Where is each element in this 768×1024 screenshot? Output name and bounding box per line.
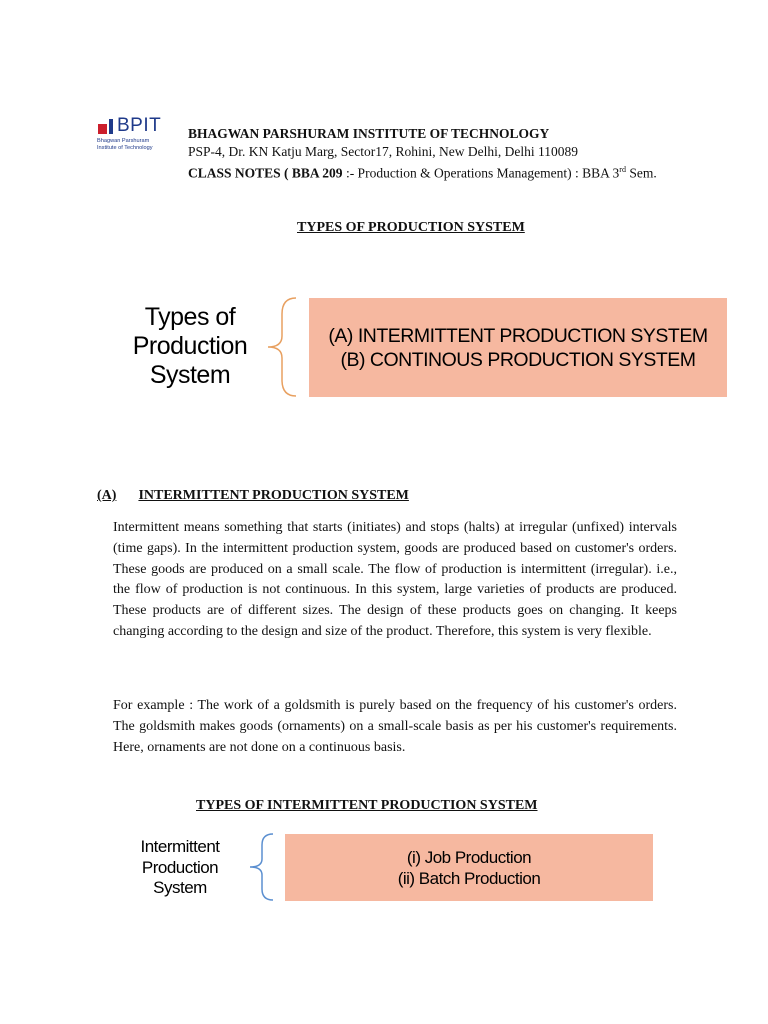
institute-address: PSP-4, Dr. KN Katju Marg, Sector17, Rohini, New Delhi, Delhi 110089 xyxy=(188,144,578,159)
diagram-2-item: (i) Job Production xyxy=(406,847,532,867)
diagram-1-item: (A) INTERMITTENT PRODUCTION SYSTEM xyxy=(328,324,708,347)
class-notes-line: CLASS NOTES ( BBA 209 :- Production & Operations Management) : BBA 3rd Sem. xyxy=(188,165,657,181)
logo-mark-icon xyxy=(98,119,115,134)
brace-icon xyxy=(246,832,276,902)
logo-subtitle: Bhagwan Parshuram Institute of Technology xyxy=(97,138,153,151)
institute-name: BHAGWAN PARSHURAM INSTITUTE OF TECHNOLOGY xyxy=(188,126,550,141)
diagram-1-box xyxy=(309,298,727,397)
page-title: TYPES OF PRODUCTION SYSTEM xyxy=(297,220,525,235)
section-sub-title: TYPES OF INTERMITTENT PRODUCTION SYSTEM xyxy=(196,798,538,813)
diagram-2-label: Intermittent Production System xyxy=(140,837,220,897)
diagram-2-item: (ii) Batch Production xyxy=(397,868,541,888)
paragraph-example: For example : The work of a goldsmith is purely based on the frequency of his customer's orders. The goldsmith makes goods (ornaments) on a small-scale basis as per his customer's requirements. Here, ornaments are not done on a continuous basis. xyxy=(113,698,677,755)
paragraph-definition: Intermittent means something that starts (initiates) and stops (halts) at irregular (unfixed) intervals (time gaps). In the intermittent production system, goods are produced based on customer's orders. These goods are produced on a small scale. The flow of production is intermittent (irregular). i.e., the flow of production is not continuous. In this system, large varieties of products are produced. These products are of different sizes. The design of these products goes on changing. It keeps changing according to the design and size of the product. Therefore, this system is very flexible. xyxy=(113,520,677,639)
bpit-logo xyxy=(97,116,175,160)
diagram-2-box xyxy=(285,834,653,901)
brace-icon xyxy=(264,296,300,398)
diagram-1-item: (B) CONTINOUS PRODUCTION SYSTEM xyxy=(340,348,696,371)
document-header xyxy=(188,125,657,183)
logo-acronym: BPIT xyxy=(117,115,162,136)
diagram-1-label: Types of Production System xyxy=(132,303,248,389)
section-a-heading: (A) INTERMITTENT PRODUCTION SYSTEM xyxy=(97,488,409,503)
